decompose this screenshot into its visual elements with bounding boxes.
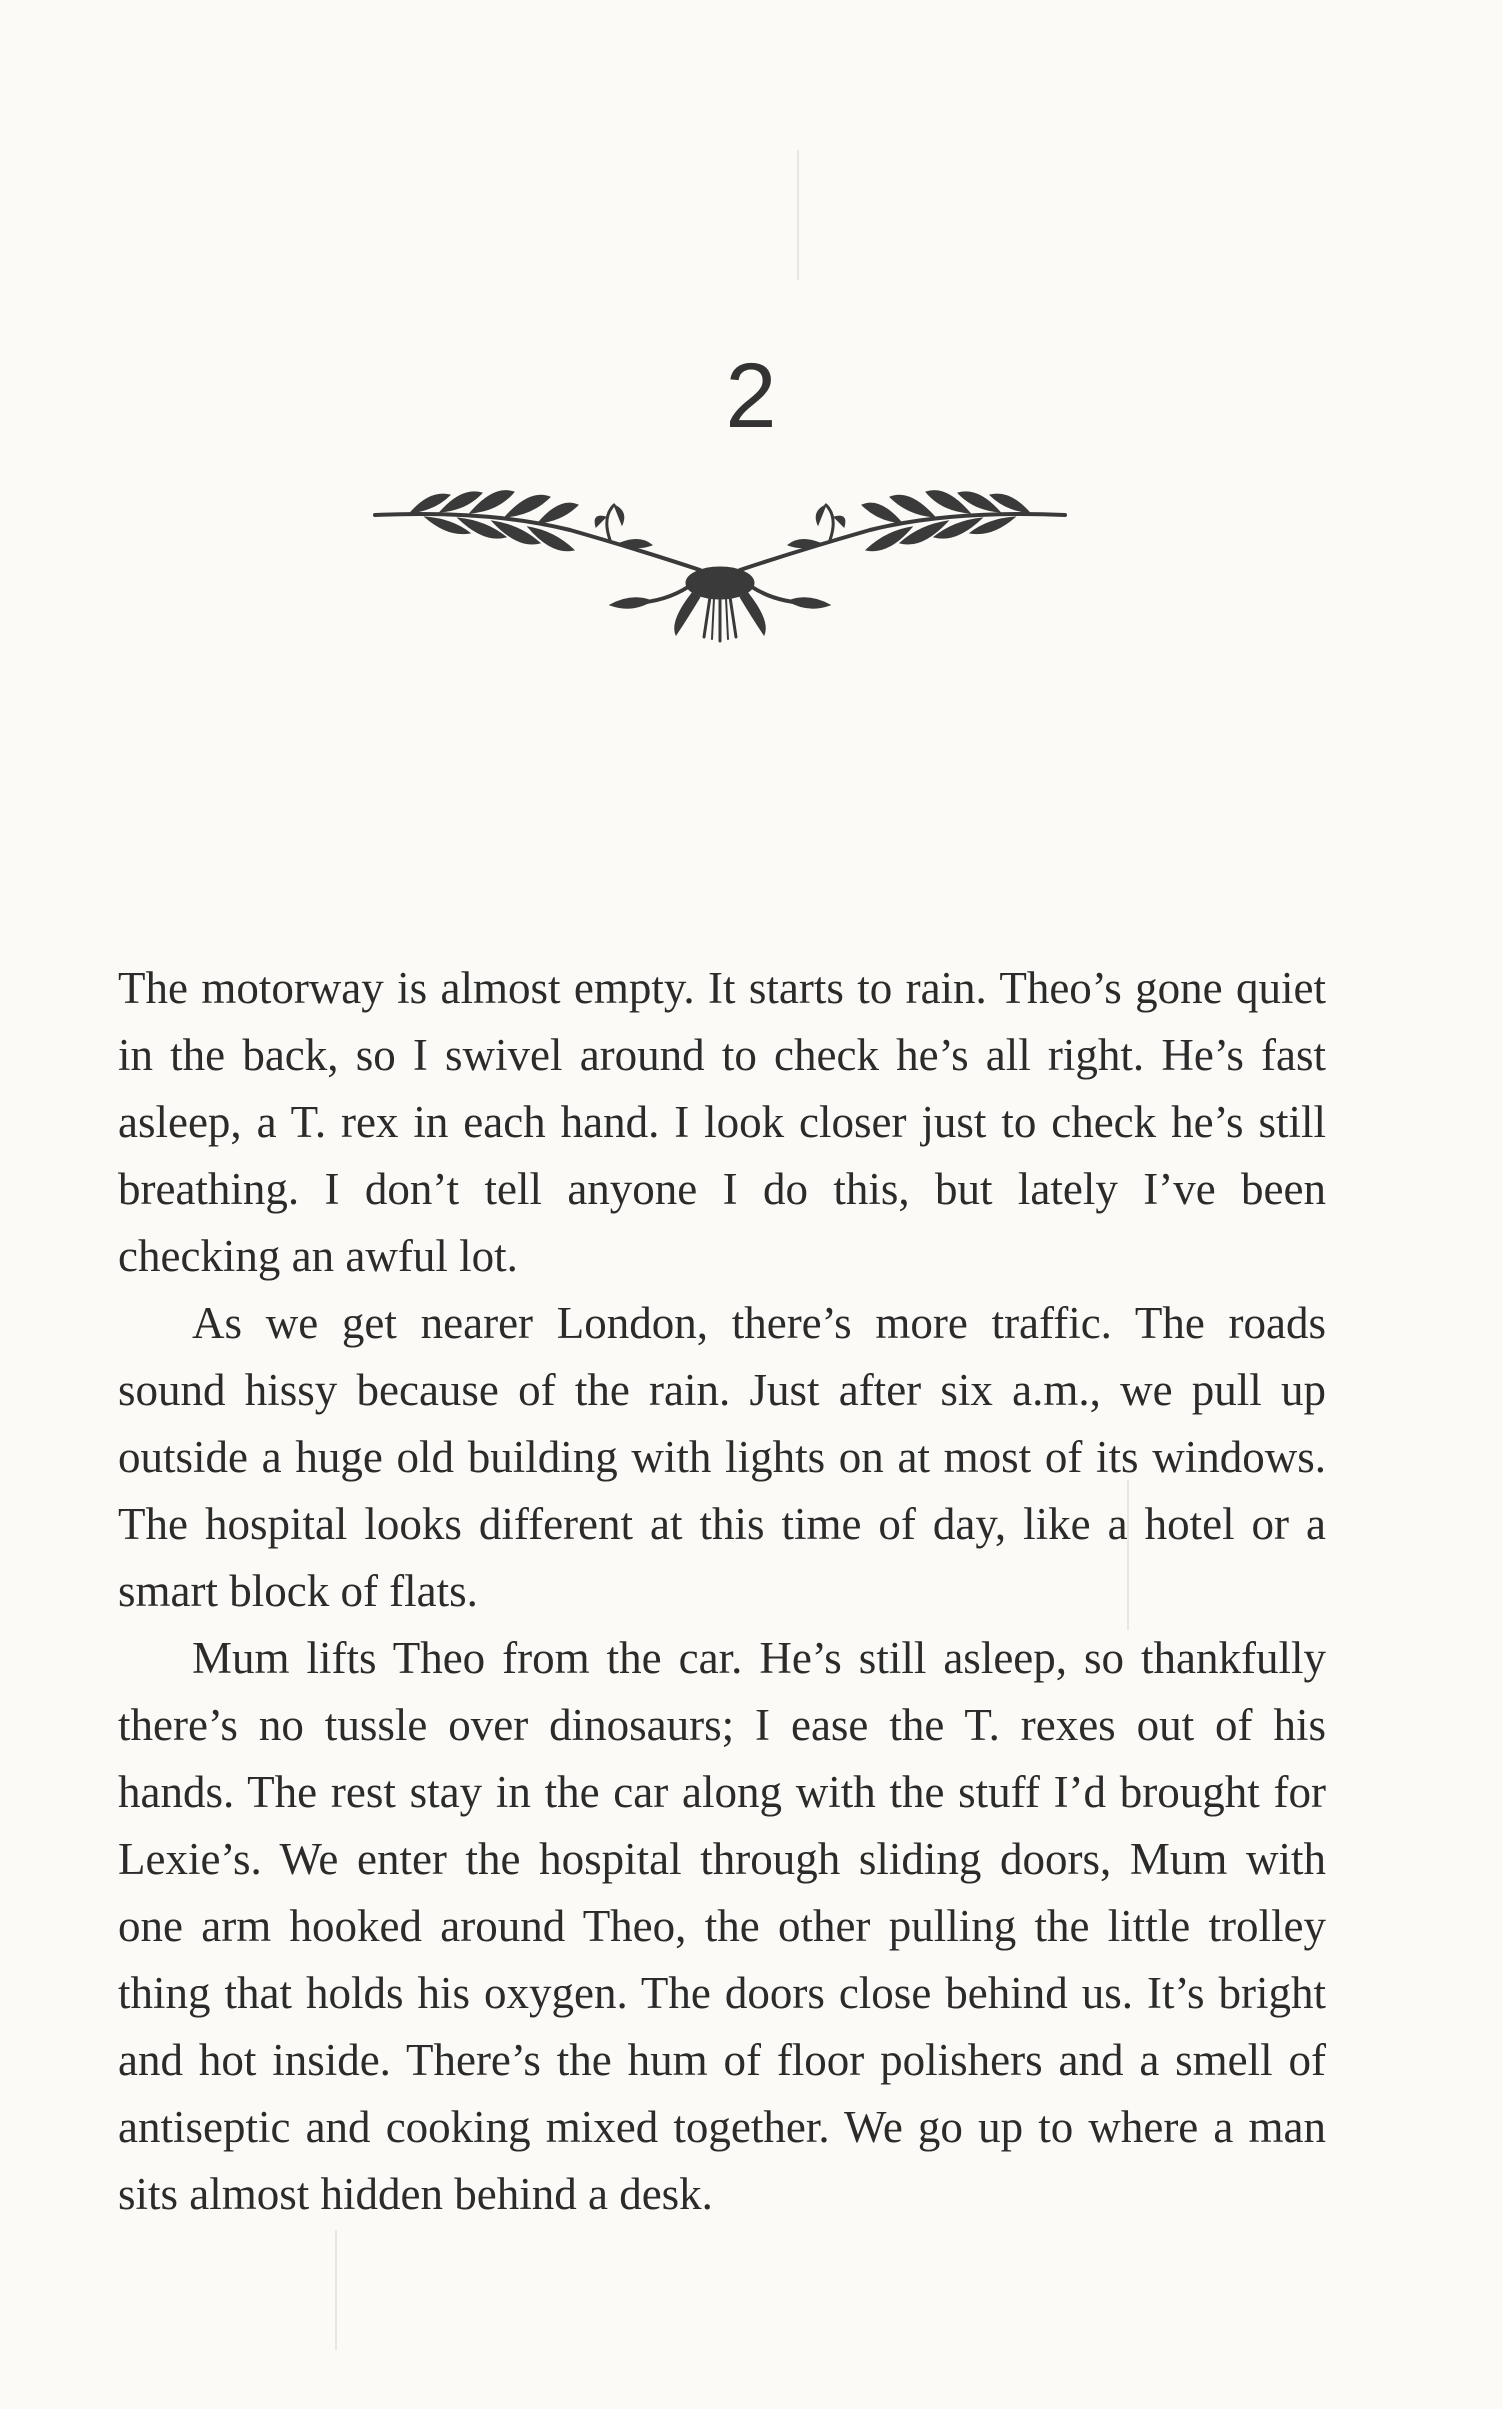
paragraph: Mum lifts Theo from the car. He’s still asleep, so thankfully there’s no tussle over dinosaurs; I ease the T. rexes out of his hands. The rest stay in the car along with the stuff I’d brought for Lexie’s. We enter the hospital through sliding doors, Mum with one arm hooked around Theo, the other pulling the little trolley thing that holds his oxygen. The doors close behind us. It’s bright and hot inside. There’s the hum of floor polishers and a smell of antiseptic and cooking mixed together. We go up to where a man sits almost hidden behind a desk. [118, 1633, 1326, 2219]
chapter-number: 2 [725, 345, 777, 447]
scan-fold-line [797, 150, 799, 280]
scan-fold-line [335, 2230, 337, 2350]
paragraph: As we get nearer London, there’s more traffic. The roads sound hissy because of the rain. Just after six a.m., we pull up outside a huge old building with lights on at most of its windows. The hospital looks different at this time of day, like a hotel or a smart block of flats. [118, 1298, 1326, 1616]
chapter-body [118, 955, 1326, 2228]
paragraph: The motorway is almost empty. It starts to rain. Theo’s gone quiet in the back, so I swivel around to check he’s all right. He’s fast asleep, a T. rex in each hand. I look closer just to check he’s still breathing. I don’t tell anyone I do this, but lately I’ve been checking an awful lot. [118, 963, 1326, 1281]
laurel-branch-ornament-icon [370, 455, 1070, 645]
